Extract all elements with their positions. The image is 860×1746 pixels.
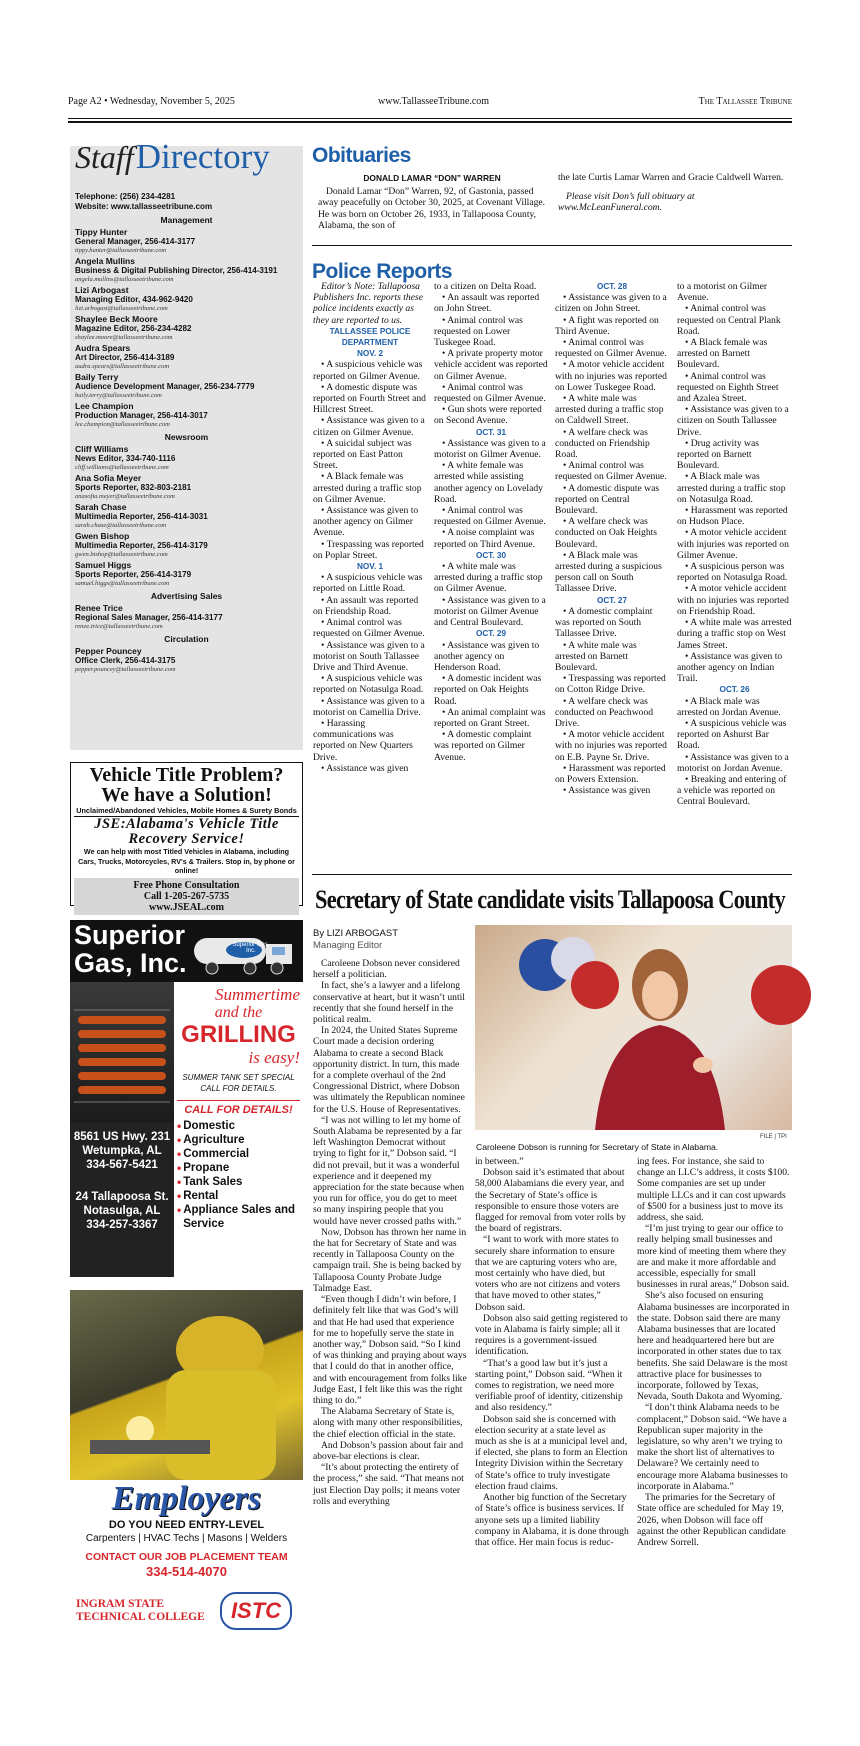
story-paragraph: “I was not willing to let my home of South Alabama be represented by a far left Washington Democrat without trying to fight for it,” Dobson said. “I did not prevail, but it was a wonderful experience and it deepened my appreciation for the state because when you run for office, you do get to meet so many inspiring people that you would have never crossed paths with.” [313,1114,465,1227]
gas-name-2: Gas, Inc. [74,948,187,978]
story-col-1 [313,958,467,1640]
story-paragraph: “I want to work with more states to securely share information to ensure that we are capturing voters who are, most certainly who have died, but voters who are not citizens and voters that have moved to other states,” Dobson said. [475,1234,620,1313]
ad-vehicle-call-box [74,878,299,915]
staff-role: Production Manager, 256-414-3017 [75,411,208,420]
police-item: • A domestic dispute was reported on Fourth Street and Hillcrest Street. [313,381,426,416]
police-col-3 [555,281,669,858]
gas-services-list [177,1119,300,1231]
police-item: • A suspicious vehicle was reported on Ashurst Bar Road. [677,717,787,752]
obituary-name: DONALD LAMAR “DON” WARREN [363,173,501,183]
police-item: • A white female was arrested while assisting another agency on Lovelady Road. [434,460,543,505]
staff-email[interactable]: shaylee.moore@tallasseetribune.com [75,334,173,341]
gas-service-item: Propane [183,1162,230,1174]
police-item: • A white male was arrested during a traffic stop on Caldwell Street. [555,393,664,427]
gas-service-row [177,1133,300,1147]
bullet-icon: • [177,1119,182,1133]
police-item: • A domestic dispute was reported on Central Boulevard. [555,482,660,517]
staff-name: Tippy Hunter [75,227,128,237]
story-paragraph: She’s also focused on ensuring Alabama businesses are incorporated in the state. Dobson said there are many Alabama businesses that are located here and headquartered here but are incorporated in other states due to tax benefits. She said Delaware is the most attractive place for businesses to incorporate, followed by Texas, Nevada, South Dakota and Wyoming. [637,1290,790,1403]
staff-email[interactable]: sarah.chase@tallasseetribune.com [75,522,167,529]
directory-title [75,137,298,192]
police-col-2 [434,281,548,858]
gas-name-1: Superior [74,920,186,950]
police-date-heading: TALLASSEE POLICE DEPARTMENT [329,326,411,348]
staff-role: Sports Reporter, 832-803-2181 [75,483,192,492]
police-item: • A white male was arrested during a traffic stop on West James Street. [677,617,792,651]
police-item: • Assistance was given [321,762,409,774]
story-photo [475,925,792,1130]
obituary-link[interactable]: Please visit Don’s full obituary at www.McLeanFuneral.com. [558,191,695,214]
gas-service-item: Appliance Sales and Service [183,1204,296,1230]
police-item: • A white male was arrested during a traffic stop on Gilmer Avenue. [434,561,543,595]
staff-role: Business & Digital Publishing Director, 256-414-3191 [75,266,278,275]
police-item: • A domestic incident was reported on Oak Heights Road. [434,673,542,707]
gas-loc1-street: 8561 US Hwy. 231 [73,1131,171,1143]
police-item: • Assistance was given to another agency on Henderson Road. [434,639,540,673]
staff-name: Gwen Bishop [75,531,130,541]
ad-vehicle-brand-1: JSE:Alabama's Vehicle Title [94,816,279,832]
story-paragraph: In fact, she’s a lawyer and a lifelong conservative at heart, but it wasn’t until recently that she found herself in the political realm. [313,980,465,1026]
police-item: to a citizen on Delta Road. [434,281,537,292]
employers-phone[interactable]: 334-514-4070 [146,1564,227,1579]
bullet-icon: • [177,1203,182,1217]
police-item: • A Black male was arrested on Jordan Avenue. [677,695,781,718]
police-item: • A suspicious vehicle was reported on Notasulga Road. [313,673,424,696]
staff-name: Audra Spears [75,343,131,353]
police-item: • Trespassing was reported on Poplar Street. [313,538,424,561]
gas-service-row [177,1175,300,1189]
photo-caption: Caroleene Dobson is running for Secretary of State in Alabama. [476,1142,719,1152]
gas-location-2 [70,1190,174,1232]
story-paragraph: “That’s a good law but it’s just a starting point,” Dobson said. “When it comes to registration, we need more verifiable proof of identity, citizenship and also residency.” [475,1357,623,1414]
staff-role: General Manager, 256-414-3177 [75,237,196,246]
police-item: • Assistance was given to a citizen on Gilmer Avenue. [313,415,425,438]
obituaries-heading: Obituaries [312,144,411,167]
staff-name: Sarah Chase [75,502,127,512]
staff-role: Audience Development Manager, 256-234-7779 [75,382,255,391]
police-item: • A motor vehicle accident with no injuries was reported on Lower Tuskegee Road. [555,359,667,393]
police-item: • A welfare check was conducted on Friendship Road. [555,426,650,461]
header-website-link[interactable]: www.TallasseeTribune.com [378,96,490,107]
obituary-col-1 [318,173,546,231]
story-paragraph: “Even though I didn’t win before, I definitely felt like that was God’s will and that He had used that experience for me to hopefully serve the state in another way,” Dobson said. “So I kind of was thinking and praying about ways that I could do that in another office, and with encouragement from folks like Judge East, I felt like this was the right thing to do.” [313,1294,467,1406]
ad-vehicle-headline-2: We have a Solution! [101,784,272,806]
police-item: • Assistance was given to a motorist on Camellia Drive. [313,695,425,718]
staff-role: Managing Editor, 434-962-9420 [75,295,193,304]
police-date-heading: OCT. 26 [719,685,750,695]
gas-slogan-3: GRILLING [181,1021,296,1048]
police-item: • An animal complaint was reported on Grant Street. [434,706,546,729]
staff-directory [70,137,303,750]
staff-name: Samuel Higgs [75,560,132,570]
police-item: • A white male was arrested on Barnett Boulevard. [555,639,637,673]
page-header [68,96,792,110]
police-item: • Animal control was requested on Gilmer Avenue. [555,460,667,483]
police-item: • Animal control was requested on Lower Tuskegee Road. [434,314,523,349]
employers-question: DO YOU NEED ENTRY-LEVEL [108,1519,265,1531]
police-rule [312,874,792,875]
story-author: By LIZI ARBOGAST [313,928,398,939]
police-item: • A domestic complaint was reported on Gilmer Avenue. [434,729,532,763]
staff-email[interactable]: renee.trice@tallasseetribune.com [75,623,163,630]
police-item: • Animal control was requested on Gilmer Avenue. [434,381,546,405]
istc-name-2: TECHNICAL COLLEGE [76,1611,205,1623]
ad-vehicle-website[interactable]: www.JSEAL.com [148,901,224,913]
police-date-heading: OCT. 29 [475,629,507,639]
police-heading: Police Reports [312,260,453,283]
staff-role: Art Director, 256-414-3189 [75,353,175,362]
police-item: • A suspicious person was reported on Notasulga Road. [677,561,788,584]
gas-service-item: Agriculture [183,1134,245,1146]
directory-title-staff: Staff [75,139,134,175]
ad-vehicle-consult: Free Phone Consultation [133,879,240,891]
police-item: • Animal control was requested on Eighth Street and Azalea Street. [677,370,779,405]
gas-service-row [177,1119,300,1133]
employers-ad [70,1290,303,1643]
police-item: • Assistance was given to a motorist on Gilmer Avenue. [434,437,546,461]
gas-header [70,920,303,982]
story-paragraph: Caroleene Dobson never considered herself a politician. [313,958,460,981]
gas-truck-label: Superior Gas, Inc. [232,942,270,954]
story-author-role: Managing Editor [313,940,383,951]
staff-name: Angela Mullins [75,256,135,266]
bullet-icon: • [177,1189,182,1203]
police-item: • Animal control was requested on Gilmer Avenue. [434,505,546,528]
police-item: • Gun shots were reported on Second Avenue. [434,404,542,427]
gas-service-row [177,1161,300,1175]
staff-name: Ana Sofia Meyer [75,473,142,483]
staff-role: Multimedia Reporter, 256-414-3179 [75,541,208,550]
superior-gas-ad [70,920,303,1277]
police-item: • An assault was reported on Friendship Road. [313,594,419,617]
gas-slogan-1: Summertime [215,985,300,1004]
employers-title: Employers [111,1480,262,1517]
police-item: • A fight was reported on Third Avenue. [555,314,659,337]
istc-name-1: INGRAM STATE [76,1598,165,1610]
staff-email[interactable]: audra.spears@tallasseetribune.com [75,363,170,370]
police-item: • A private property motor vehicle accident was reported on Gilmer Avenue. [434,348,548,382]
bullet-icon: • [177,1161,182,1175]
staff-email[interactable]: samuel.higgs@tallasseetribune.com [75,580,170,587]
employers-contact: CONTACT OUR JOB PLACEMENT TEAM [85,1551,288,1563]
bullet-icon: • [177,1133,182,1147]
gas-loc2-phone[interactable]: 334-257-3367 [86,1219,158,1231]
staff-email[interactable]: angela.mullins@tallasseetribune.com [75,276,174,283]
police-item: • An assault was reported on John Street. [434,292,540,315]
directory-title-directory: Directory [135,137,270,176]
police-item: • A Black male was arrested during a suspicious person call on South Tallassee Drive. [555,549,662,595]
police-date-heading: OCT. 30 [475,550,507,560]
police-item: • Assistance was given to a motorist on Jordan Avenue. [677,751,789,774]
employers-panel [70,1480,303,1643]
police-date-heading: OCT. 27 [596,595,628,605]
gas-service-item: Domestic [183,1120,235,1132]
story-paragraph: Dobson said it’s estimated that about 58,000 Alabamians die every year, and the Secretary of State’s office is responsible to ensure those voters are flagged for removal from voter rolls by the board of registrars. [475,1167,626,1235]
police-item: • Assistance was given to a citizen on John Street. [555,292,667,315]
police-item: • Assistance was given to a motorist on South Tallassee Drive and Third Avenue. [313,639,425,673]
story-paragraph: Dobson also said getting registered to vote in Alabama is fairly simple; all it requires is a government-issued identification. [475,1312,628,1358]
staff-role: Regional Sales Manager, 256-414-3177 [75,613,223,622]
police-item: • Assistance was given [563,785,651,797]
staff-email[interactable]: cliff.williams@tallasseetribune.com [75,464,169,471]
staff-email[interactable]: lizi.arbogast@tallasseetribune.com [75,305,168,312]
police-item: • A suspicious vehicle was reported on Gilmer Avenue. [313,359,423,382]
staff-email[interactable]: anasofia.meyer@tallasseetribune.com [75,493,175,500]
story-col-2 [475,1156,629,1640]
gas-offer-panel [174,982,303,1277]
police-col-4 [677,281,792,858]
staff-email[interactable]: baily.terry@tallasseetribune.com [75,392,162,399]
staff-role: Office Clerk, 256-414-3175 [75,656,176,665]
header-rule [68,118,792,123]
grill-photo [70,982,174,1122]
police-date-heading: OCT. 31 [475,427,507,437]
gas-locations [70,1122,174,1277]
story-paragraph: The primaries for the Secretary of State office are scheduled for May 19, 2026, when Dobson will face off against the other Republican candidate Andrew Sorrell. [637,1492,786,1548]
police-item: • A suspicious vehicle was reported on Little Road. [313,572,423,595]
story-paragraph: Now, Dobson has thrown her name in the hat for Secretary of State and was recently in Tallapoosa County on the campaign trail. She is being backed by Tallapoosa County Probate Judge Talmadge East. [313,1226,467,1294]
police-item: • A suicidal subject was reported on East Patton Street. [313,437,412,472]
story-paragraph: in between.” [475,1156,524,1167]
police-date-heading: NOV. 2 [356,349,384,359]
grill-image [70,982,174,1122]
gas-location-1 [70,1130,174,1172]
police-item: • Harassment was reported on Powers Extension. [555,762,666,785]
story-paragraph: And Dobson’s passion about fair and above-bar elections is clear. [313,1439,464,1462]
gas-slogan-4: is easy! [248,1048,300,1067]
police-item: • Assistance was given to another agency on Gilmer Avenue. [313,505,419,539]
staff-email[interactable]: lee.champion@tallasseetribune.com [75,421,170,428]
directory-telephone: Telephone: (256) 234-4281 [75,192,176,201]
ad-vehicle-brand-2: Recovery Service! [128,831,245,847]
police-item: • A Black male was arrested during a traffic stop on Notasulga Road. [677,471,786,505]
police-item: • A noise complaint was reported on Third Avenue. [434,527,535,550]
story-headline: Secretary of State candidate visits Tallapoosa County [315,885,785,914]
obituary-text-2: the late Curtis Lamar Warren and Gracie Caldwell Warren. [558,172,784,183]
directory-section-heading: Circulation [164,634,209,644]
gas-slogan-2: and the [214,1004,263,1021]
staff-role: Magazine Editor, 256-234-4282 [75,324,192,333]
staff-email[interactable]: pepper.pouncey@tallasseetribune.com [75,666,176,673]
bullet-icon: • [177,1175,182,1189]
obituary-rule [312,245,792,246]
police-item: • A welfare check was conducted on Peachwood Drive. [555,695,654,729]
police-item: • Harassing communications was reported on New Quarters Drive. [313,717,413,763]
welder-photo [70,1290,303,1480]
police-item: • A motor vehicle accident with no injuries was reported on Friendship Road. [677,583,789,617]
police-item: to a motorist on Gilmer Avenue. [677,281,768,304]
story-paragraph: The Alabama Secretary of State is, along with many other responsibilities, the chief election official in the state. [313,1406,463,1440]
directory-section-heading: Newsroom [164,432,209,442]
police-item: • Animal control was requested on Gilmer Avenue. [313,617,425,640]
story-paragraph: “I’m just trying to gear our office to really helping small businesses and more kind of meeting them where they are and make it more affordable and accessible, especially for small businesses in rural areas,” Dobson said. [637,1223,790,1291]
gas-loc2-street: 24 Tallapoosa St. [75,1191,169,1203]
gas-loc1-phone[interactable]: 334-567-5421 [86,1159,158,1171]
ad-vehicle-headline-1: Vehicle Title Problem? [89,764,284,786]
istc-logo: ISTC [220,1592,292,1630]
story-paragraph: Another big function of the Secretary of State’s office is business services. If anyone sets up a limited liability company in Alabama, it is done through that office. Her main focus is reduc- [475,1492,629,1548]
obituary-col-2 [558,172,790,214]
gas-loc2-city: Notasulga, AL [83,1205,161,1217]
gas-service-row [177,1203,300,1231]
police-item: Editor’s Note: Tallapoosa Publishers Inc. reports these police incidents exactly as they are reported to us. [313,281,423,326]
police-item: • Assistance was given to a citizen on South Tallassee Drive. [677,404,789,438]
vehicle-title-ad [70,762,303,913]
police-item: • Assistance was given to another agency on Indian Trail. [677,650,783,685]
ad-vehicle-text: We can help with most Titled Vehicles in Alabama, including Cars, Trucks, Motorcycles, RV's & Trailers. Stop in, by phone or online! [78,847,295,875]
police-date-heading: NOV. 1 [356,562,384,572]
police-item: • Trespassing was reported on Cotton Ridge Drive. [555,673,666,696]
obituary-text-1: Donald Lamar “Don” Warren, 92, of Gastonia, passed away peacefully on October 30, 2025, at Covenant Village. He was born on October 26, 1933, in Tallapoosa County, Alabama, the son of [318,186,546,231]
police-item: • A Black female was arrested on Barnett Boulevard. [677,337,768,371]
staff-role: Multimedia Reporter, 256-414-3031 [75,512,208,521]
police-col-1 [313,281,427,858]
directory-sections [75,215,298,674]
ad-vehicle-subline: Unclaimed/Abandoned Vehicles, Mobile Homes & Surety Bonds [74,805,299,817]
gas-service-row [177,1147,300,1161]
story-col-3 [637,1156,792,1640]
page-folio: Page A2 • Wednesday, November 5, 2025 [68,96,235,107]
gas-service-item: Commercial [183,1148,250,1160]
staff-name: Shaylee Beck Moore [75,314,158,324]
staff-name: Baily Terry [75,372,119,382]
story-paragraph: ing fees. For instance, she said to change an LLC’s address, it costs $100. Some companies are set up under multiple LLCs and it can cost upwards of $500 for a business just to move its address, she said. [637,1156,790,1224]
police-item: • Harassment was reported on Hudson Place. [677,505,788,528]
bullet-icon: • [177,1147,182,1161]
police-item: • Assistance was given to a motorist on Gilmer Avenue and Central Boulevard. [434,594,546,629]
staff-name: Renee Trice [75,603,123,613]
police-item: • A motor vehicle accident with no injuries was reported on E.B. Payne Sr. Drive. [555,729,667,763]
staff-name: Pepper Pouncey [75,646,142,656]
story-byline [313,928,398,952]
photo-credit: FILE | TPI [760,1134,787,1140]
police-item: • A Black female was arrested during a traffic stop on Gilmer Avenue. [313,471,422,505]
directory-section-heading: Advertising Sales [150,591,223,601]
police-item: • Animal control was requested on Gilmer Avenue. [555,337,667,360]
gas-loc1-city: Wetumpka, AL [82,1145,162,1157]
police-item: • Animal control was requested on Central Plank Road. [677,303,781,337]
staff-email[interactable]: gwen.bishop@tallasseetribune.com [75,551,168,558]
employers-trades: Carpenters | HVAC Techs | Masons | Welders [85,1533,288,1544]
police-item: • A motor vehicle accident with injuries was reported on Gilmer Avenue. [677,527,789,561]
police-item: • Breaking and entering of a vehicle was reported on Central Boulevard. [677,773,787,808]
gas-service-row [177,1189,300,1203]
gas-service-item: Rental [183,1190,219,1202]
gas-special: SUMMER TANK SET SPECIAL CALL FOR DETAILS. [182,1073,295,1093]
staff-name: Lee Champion [75,401,134,411]
staff-name: Lizi Arbogast [75,285,129,295]
header-masthead: The Tallassee Tribune [698,96,792,107]
photo-image [475,925,792,1130]
gas-call: CALL FOR DETAILS! [177,1100,300,1116]
ad-vehicle-phone[interactable]: Call 1-205-267-5735 [143,890,230,902]
staff-email[interactable]: tippy.hunter@tallasseetribune.com [75,247,167,254]
story-paragraph: Dobson said she is concerned with election security at a state level as much as she is at a municipal level and, if elected, she plans to form an Election Integrity Division within the Secretary of State’s office to truly investigate election fraud claims. [475,1413,628,1492]
staff-role: News Editor, 334-740-1116 [75,454,176,463]
istc-name [76,1598,205,1624]
story-paragraph: In 2024, the United States Supreme Court made a decision ordering Alabama to create a second Black opportunity district. In turn, this made for a complete overhaul of the 2nd Congressional District, where Dobson was ultimately the Republican nominee for the U.S. House of Representatives. [313,1025,465,1115]
welder-image [70,1290,303,1480]
police-date-heading: OCT. 28 [596,282,628,291]
staff-role: Sports Reporter, 256-414-3179 [75,570,192,579]
story-paragraph: “I don’t think Alabama needs to be complacent,” Dobson said. “We have a Republican super majority in the legislature, so why aren’t we trying to make the short list of alternatives to Delaware? We certainly need to encourage more Alabama businesses to incorporate in Alabama.” [637,1402,788,1492]
staff-name: Cliff Williams [75,444,129,454]
gas-service-item: Tank Sales [183,1176,243,1188]
story-paragraph: “It’s about protecting the entirety of the process,” she said. “That means not just Election Day polls; it means voter rolls and everything [313,1462,464,1507]
directory-section-heading: Management [160,215,213,225]
police-item: • Drug activity was reported on Barnett Boulevard. [677,437,759,472]
police-item: • A domestic complaint was reported on South Tallassee Drive. [555,605,653,640]
directory-website: Website: www.tallasseetribune.com [75,202,213,211]
police-item: • A welfare check was conducted on Oak Heights Boulevard. [555,516,658,550]
